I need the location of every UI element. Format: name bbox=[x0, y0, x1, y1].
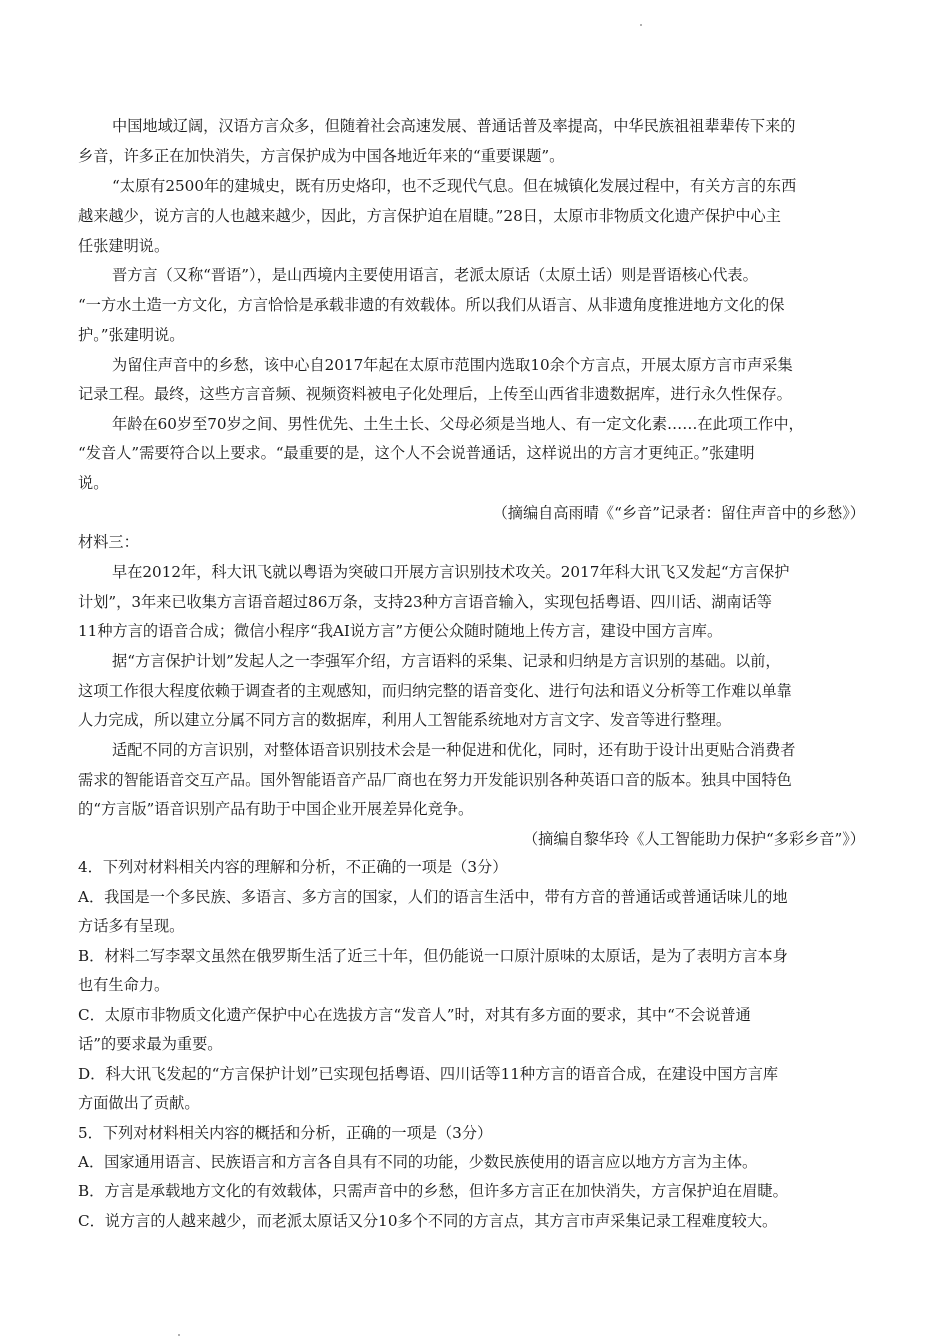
m3-p3-line2: 需求的智能语音交互产品。国外智能语音产品厂商也在努力开发能识别各种英语口音的版本。独具中国特色 bbox=[78, 771, 792, 789]
q5-stem: 5．下列对材料相关内容的概括和分析，正确的一项是（3分） bbox=[78, 1124, 493, 1142]
m2-p2-line1: “太原有2500年的建城史，既有历史烙印，也不乏现代气息。但在城镇化发展过程中，有关方言的东西 bbox=[112, 177, 797, 195]
m2-p3-line3: 护。”张建明说。 bbox=[78, 326, 185, 344]
m2-p3-line1: 晋方言（又称“晋语”），是山西境内主要使用语言，老派太原话（太原土话）则是晋语核心代表。 bbox=[112, 266, 758, 284]
q4-option-c-line1: C．太原市非物质文化遗产保护中心在选拔方言“发音人”时，对其有多方面的要求，其中“不会说普通 bbox=[78, 1006, 751, 1024]
q5-option-c: C．说方言的人越来越少，而老派太原话又分10多个不同的方言点，其方言市声采集记录工程难度较大。 bbox=[78, 1212, 778, 1230]
m3-heading: 材料三： bbox=[78, 533, 139, 551]
scan-speck bbox=[178, 1334, 180, 1336]
q5-option-b: B．方言是承载地方文化的有效载体，只需声音中的乡愁，但许多方言正在加快消失，方言保护迫在眉睫。 bbox=[78, 1182, 788, 1200]
q4-option-c-line2: 话”的要求最为重要。 bbox=[78, 1035, 223, 1053]
q4-option-d-line1: D．科大讯飞发起的“方言保护计划”已实现包括粤语、四川话等11种方言的语音合成，在建设中国方言库 bbox=[78, 1065, 779, 1083]
scan-speck bbox=[640, 24, 642, 26]
m2-p2-line3: 任张建明说。 bbox=[78, 237, 170, 255]
q4-option-d-line2: 方面做出了贡献。 bbox=[78, 1094, 200, 1112]
q4-option-b-line2: 也有生命力。 bbox=[78, 976, 170, 994]
q4-stem: 4．下列对材料相关内容的理解和分析，不正确的一项是（3分） bbox=[78, 858, 508, 876]
m3-p3-line3: 的“方言版”语音识别产品有助于中国企业开展差异化竞争。 bbox=[78, 800, 474, 818]
m2-p5-line1: 年龄在60岁至70岁之间、男性优先、土生土长、父母必须是当地人、有一定文化素……在此项工作中， bbox=[112, 415, 804, 433]
q5-option-a: A．国家通用语言、民族语言和方言各自具有不同的功能，少数民族使用的语言应以地方方言为主体。 bbox=[78, 1153, 758, 1171]
q4-option-a-line2: 方话多有呈现。 bbox=[78, 917, 185, 935]
m2-p5-line3: 说。 bbox=[78, 474, 109, 492]
m3-p2-line3: 人力完成，所以建立分属不同方言的数据库，利用人工智能系统地对方言文字、发音等进行整理。 bbox=[78, 711, 732, 729]
m2-p3-line2: “一方水土造一方文化，方言恰恰是承载非遗的有效载体。所以我们从语言、从非遗角度推进地方文化的保 bbox=[78, 296, 785, 314]
m3-p2-line2: 这项工作很大程度依赖于调查者的主观感知，而归纳完整的语音变化、进行句法和语义分析等工作难以单靠 bbox=[78, 682, 792, 700]
m3-p1-line2: 计划”，3年来已收集方言语音超过86万条，支持23种方言语音输入，实现包括粤语、四川话、湖南话等 bbox=[78, 593, 772, 611]
m3-p1-line3: 11种方言的语音合成；微信小程序“我AI说方言”方便公众随时随地上传方言，建设中国方言库。 bbox=[78, 622, 723, 640]
q4-option-b-line1: B．材料二写李翠文虽然在俄罗斯生活了近三十年，但仍能说一口原汁原味的太原话，是为了表明方言本身 bbox=[78, 947, 788, 965]
m3-p1-line1: 早在2012年，科大讯飞就以粤语为突破口开展方言识别技术攻关。2017年科大讯飞又发起“方言保护 bbox=[112, 563, 790, 581]
m3-p3-line1: 适配不同的方言识别，对整体语音识别技术会是一种促进和优化，同时，还有助于设计出更贴合消费者 bbox=[112, 741, 796, 759]
m2-p1-line2: 乡音，许多正在加快消失，方言保护成为中国各地近年来的“重要课题”。 bbox=[78, 147, 565, 165]
m2-p4-line1: 为留住声音中的乡愁，该中心自2017年起在太原市范围内选取10余个方言点，开展太原方言市声采集 bbox=[112, 356, 793, 374]
m3-p2-line1: 据“方言保护计划”发起人之一李强军介绍，方言语料的采集、记录和归纳是方言识别的基础。以前， bbox=[112, 652, 781, 670]
m2-p5-line2: “发音人”需要符合以上要求。“最重要的是，这个人不会说普通话，这样说出的方言才更纯正。”张建明 bbox=[78, 444, 755, 462]
m2-source: （摘编自高雨晴《“乡音”记录者：留住声音中的乡愁》） bbox=[492, 504, 865, 522]
m3-source: （摘编自黎华玲《人工智能助力保护“多彩乡音”》） bbox=[522, 830, 865, 848]
q4-option-a-line1: A．我国是一个多民族、多语言、多方言的国家，人们的语言生活中，带有方音的普通话或普通话味儿的地 bbox=[78, 888, 788, 906]
m2-p1-line1: 中国地域辽阔，汉语方言众多，但随着社会高速发展、普通话普及率提高，中华民族祖祖辈辈传下来的 bbox=[112, 117, 796, 135]
m2-p4-line2: 记录工程。最终，这些方言音频、视频资料被电子化处理后，上传至山西省非遗数据库，进行永久性保存。 bbox=[78, 385, 792, 403]
m2-p2-line2: 越来越少，说方言的人也越来越少，因此，方言保护迫在眉睫。”28日，太原市非物质文化遗产保护中心主 bbox=[78, 207, 781, 225]
